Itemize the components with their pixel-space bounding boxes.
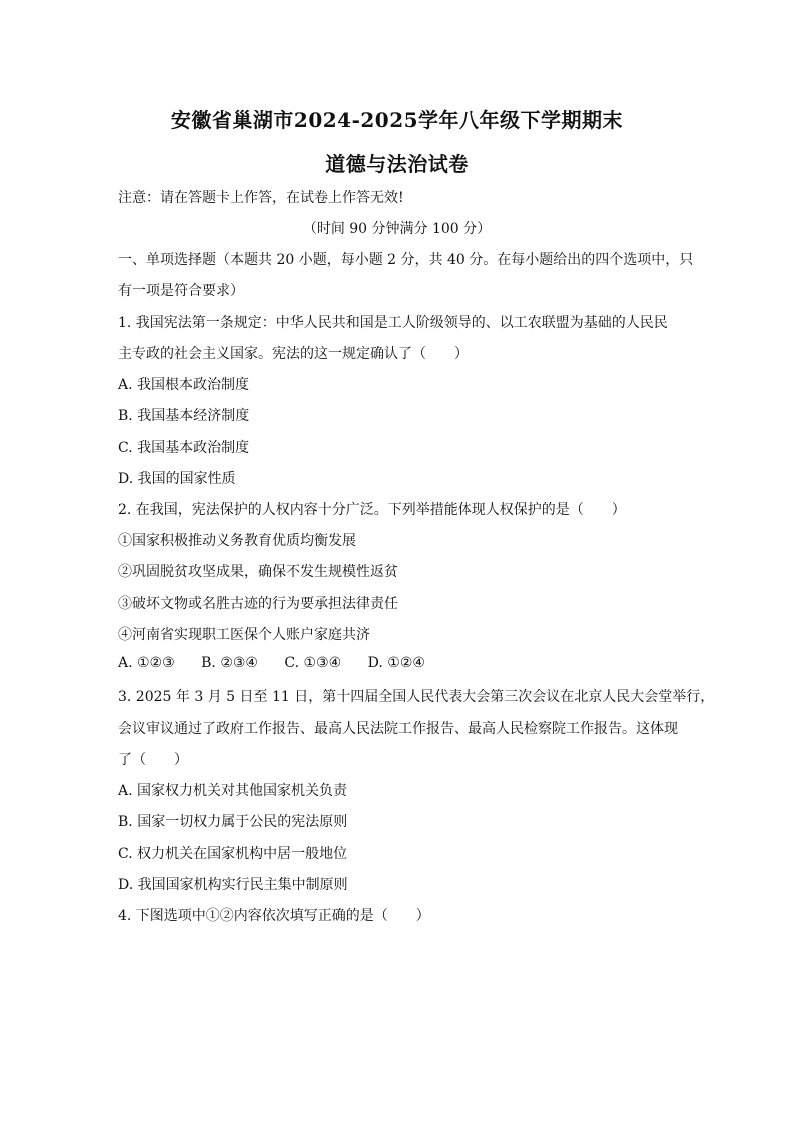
section-heading-line1: 一、单项选择题（本题共 20 小题，每小题 2 分，共 40 分。在每小题给出的四个选项中，只 xyxy=(118,252,694,268)
exam-subject-title: 道德与法治试卷 xyxy=(325,152,469,176)
q3-stem-line3: 了（ ） xyxy=(118,752,188,768)
q1-option-c: C. 我国基本政治制度 xyxy=(118,440,250,456)
time-note: （时间 90 分钟满分 100 分） xyxy=(302,221,492,237)
q3-option-c: C. 权力机关在国家机构中居一般地位 xyxy=(118,846,348,862)
q2-item-1: ①国家积极推动义务教育优质均衡发展 xyxy=(118,533,356,549)
q3-option-a: A. 国家权力机关对其他国家机关负责 xyxy=(118,783,348,799)
q2-item-2: ②巩固脱贫攻坚成果，确保不发生规模性返贫 xyxy=(118,564,398,580)
q4-stem: 4. 下图选项中①②内容依次填写正确的是（ ） xyxy=(118,908,430,924)
q1-option-d: D. 我国的国家性质 xyxy=(118,471,236,487)
q3-stem-line2: 会议审议通过了政府工作报告、最高人民法院工作报告、最高人民检察院工作报告。这体现 xyxy=(118,721,678,737)
q2-item-3: ③破坏文物或名胜古迹的行为要承担法律责任 xyxy=(118,596,398,612)
q2-options xyxy=(118,655,688,671)
q2-item-4: ④河南省实现职工医保个人账户家庭共济 xyxy=(118,627,370,643)
exam-title: 安徽省巢湖市2024-2025学年八年级下学期期末 xyxy=(170,108,624,132)
q2-stem: 2. 在我国，宪法保护的人权内容十分广泛。下列举措能体现人权保护的是（ ） xyxy=(118,502,626,518)
section-heading-line2: 有一项是符合要求） xyxy=(118,283,244,299)
q2-option-d: D. ①②④ xyxy=(367,655,425,671)
q2-option-a: A. ①②③ xyxy=(118,655,175,671)
q2-option-c: C. ①③④ xyxy=(284,655,342,671)
q1-option-b: B. 我国基本经济制度 xyxy=(118,408,250,424)
q1-stem-line1: 1. 我国宪法第一条规定：中华人民共和国是工人阶级领导的、以工农联盟为基础的人民民 xyxy=(118,315,668,331)
q3-stem-line1: 3. 2025 年 3 月 5 日至 11 日，第十四届全国人民代表大会第三次会议在北京人民大会堂举行， xyxy=(118,689,715,705)
q3-option-b: B. 国家一切权力属于公民的宪法原则 xyxy=(118,814,348,830)
q2-option-b: B. ②③④ xyxy=(201,655,258,671)
q1-stem-line2: 主专政的社会主义国家。宪法的这一规定确认了（ ） xyxy=(118,346,468,362)
notice-text: 注意：请在答题卡上作答，在试卷上作答无效! xyxy=(118,190,404,206)
q3-option-d: D. 我国国家机构实行民主集中制原则 xyxy=(118,877,348,893)
q1-option-a: A. 我国根本政治制度 xyxy=(118,377,250,393)
